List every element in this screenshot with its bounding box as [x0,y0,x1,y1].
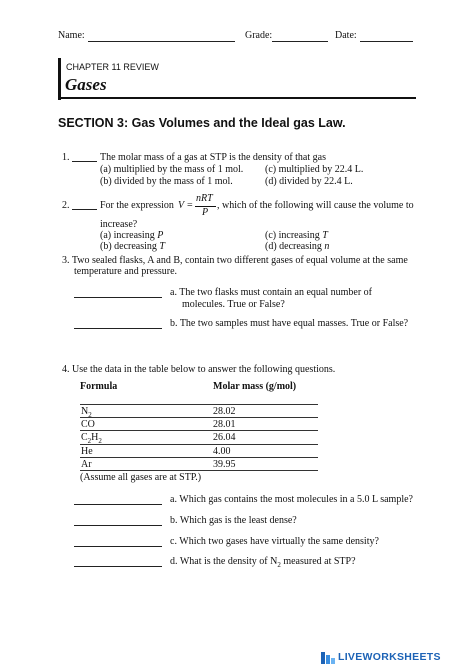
q4c-answer-blank[interactable] [74,546,162,547]
q2-stem-before: For the expression [100,200,174,211]
q4-intro: 4. Use the data in the table below to answer the following questions. [62,364,336,375]
q2-formula-denominator: P [202,207,209,218]
table-row-formula: $C_2H_2$ [81,432,102,445]
q4a-answer-blank[interactable] [74,504,162,505]
q1-option-a: (a) multiplied by the mass of 1 mol. [100,164,244,175]
table-header-molar-mass: Molar mass (g/mol) [213,381,297,392]
table-rule [80,457,318,458]
q2-option-b: (b) decreasing [100,241,157,252]
q3b-answer-blank[interactable] [74,328,162,329]
q2-formula-numerator: nRT [196,193,213,204]
q2-number: 2. [62,200,70,211]
q1-stem: The molar mass of a gas at STP is the density of that gas [100,152,326,163]
section-title: SECTION 3: Gas Volumes and the Ideal gas Law. [58,116,346,130]
q4b-answer-blank[interactable] [74,525,162,526]
chapter-bar [58,58,61,100]
chapter-title: Gases [65,75,107,94]
q2-option-a-var: P [157,230,164,241]
chapter-label: CHAPTER 11 REVIEW [66,62,159,72]
table-row-formula: He [81,446,93,457]
date-label: Date: [335,30,357,41]
q2-formula-lhs: V = [178,200,194,211]
table-rule [80,417,318,418]
table-row-mass: 28.01 [213,419,236,430]
q2-option-c-var: T [322,230,328,241]
table-rule [80,470,318,471]
q1-option-c: (c) multiplied by 22.4 L. [265,164,364,175]
table-row-mass: 39.95 [213,459,236,470]
q2-option-a: (a) increasing [100,230,155,241]
grade-field[interactable] [272,41,328,42]
q4b-text: b. Which gas is the least dense? [170,515,297,526]
table-note: (Assume all gases are at STP.) [80,472,202,483]
table-row-mass: 26.04 [213,432,236,443]
table-rule [80,444,318,445]
q3b-line1: b. The two samples must have equal masses. True or False? [170,318,409,329]
q2-option-b-var: T [159,241,165,252]
q3a-line2: molecules. True or False? [182,299,285,310]
date-field[interactable] [360,41,413,42]
grade-label: Grade: [245,30,273,41]
q2-option-c: (c) increasing [265,230,320,241]
table-row-mass: 4.00 [213,446,231,457]
table-rule [80,404,318,405]
q3a-line1: a. The two flasks must contain an equal number of [170,287,372,298]
q2-stem-line2: increase? [100,219,138,230]
q1-number: 1. [62,152,70,163]
q1-option-d: (d) divided by 22.4 L. [265,176,353,187]
q2-option-d-var: n [324,241,330,252]
name-label: Name: [58,30,85,41]
table-row-formula: Ar [81,459,92,470]
liveworksheets-logo-icon [321,651,335,663]
q1-answer-blank[interactable] [72,161,97,162]
q4c-text: c. Which two gases have virtually the same density? [170,536,379,547]
q2-answer-blank[interactable] [72,209,97,210]
q3a-answer-blank[interactable] [74,297,162,298]
q3-line2: temperature and pressure. [74,266,178,277]
q2-option-d: (d) decreasing [265,241,322,252]
chapter-rule [58,97,416,99]
q4d-answer-blank[interactable] [74,566,162,567]
table-row-formula: CO [81,419,95,430]
q3-line1: 3. Two sealed flasks, A and B, contain two different gases of equal volume at the same [62,255,408,266]
table-rule [80,430,318,431]
table-row-mass: 28.02 [213,406,236,417]
q1-option-b: (b) divided by the mass of 1 mol. [100,176,233,187]
name-field[interactable] [88,41,235,42]
liveworksheets-logo-text[interactable]: LIVEWORKSHEETS [338,651,441,663]
table-row-formula: $N_2$ [81,406,92,419]
q4d-text: d. What is the density of $N_2$ measured at STP? [170,556,356,569]
table-header-formula: Formula [80,381,118,392]
q2-stem-after: , which of the following will cause the volume to [217,200,414,211]
q4a-text: a. Which gas contains the most molecules in a 5.0 L sample? [170,494,413,505]
